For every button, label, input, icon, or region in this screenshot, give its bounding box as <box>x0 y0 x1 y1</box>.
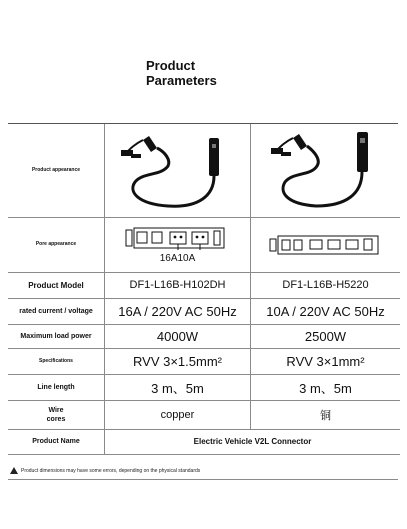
parameter-table <box>8 123 398 455</box>
model-b: DF1-L16B-H5220 <box>251 272 401 298</box>
row-pore <box>8 217 400 272</box>
spec-a: RVV 3×1.5mm² <box>105 348 251 374</box>
row-appearance <box>8 124 400 217</box>
wire-a: copper <box>105 400 251 429</box>
product-name-value: Electric Vehicle V2L Connector <box>105 429 401 454</box>
appearance-image-a <box>105 124 251 217</box>
row-wire <box>8 400 400 429</box>
warning-icon <box>10 467 18 474</box>
model-a: DF1-L16B-H102DH <box>105 272 251 298</box>
label-wire-line-2: cores <box>46 415 66 423</box>
label-wire <box>8 400 105 429</box>
row-rated <box>8 298 400 324</box>
page-title <box>146 58 217 88</box>
length-b: 3 m、5m <box>251 374 401 400</box>
socket-panel-icon <box>124 226 232 252</box>
appearance-image-b <box>251 124 401 217</box>
title-line-2: Parameters <box>146 73 217 88</box>
length-a: 3 m、5m <box>105 374 251 400</box>
label-model: Product Model <box>8 272 105 298</box>
label-appearance: Product appearance <box>8 124 105 217</box>
rated-a: 16A / 220V AC 50Hz <box>105 298 251 324</box>
charger-cable-icon <box>113 126 243 214</box>
power-a: 4000W <box>105 324 251 348</box>
socket-panel-icon <box>268 234 384 256</box>
pore-image-b <box>251 217 401 272</box>
spec-b: RVV 3×1mm² <box>251 348 401 374</box>
rated-b: 10A / 220V AC 50Hz <box>251 298 401 324</box>
row-spec <box>8 348 400 374</box>
bottom-divider <box>8 479 398 480</box>
row-name <box>8 429 400 454</box>
pore-caption-a: 16A10A <box>159 252 196 264</box>
title-line-1: Product <box>146 58 196 73</box>
label-length: Line length <box>8 374 105 400</box>
label-rated: rated current / voltage <box>8 298 105 324</box>
disclaimer-note <box>10 467 200 474</box>
disclaimer-text: Product dimensions may have some errors, depending on the physical standards <box>21 467 201 474</box>
row-length <box>8 374 400 400</box>
label-spec: Specifications <box>8 348 105 374</box>
wire-b: 铜 <box>251 400 401 429</box>
label-power: Maximum load power <box>8 324 105 348</box>
label-pore: Pore appearance <box>8 217 105 272</box>
label-name: Product Name <box>8 429 105 454</box>
row-power <box>8 324 400 348</box>
power-b: 2500W <box>251 324 401 348</box>
row-model <box>8 272 400 298</box>
pore-image-a <box>105 217 251 272</box>
charger-cable-icon <box>261 126 391 214</box>
label-wire-line-1: Wire <box>48 406 64 414</box>
